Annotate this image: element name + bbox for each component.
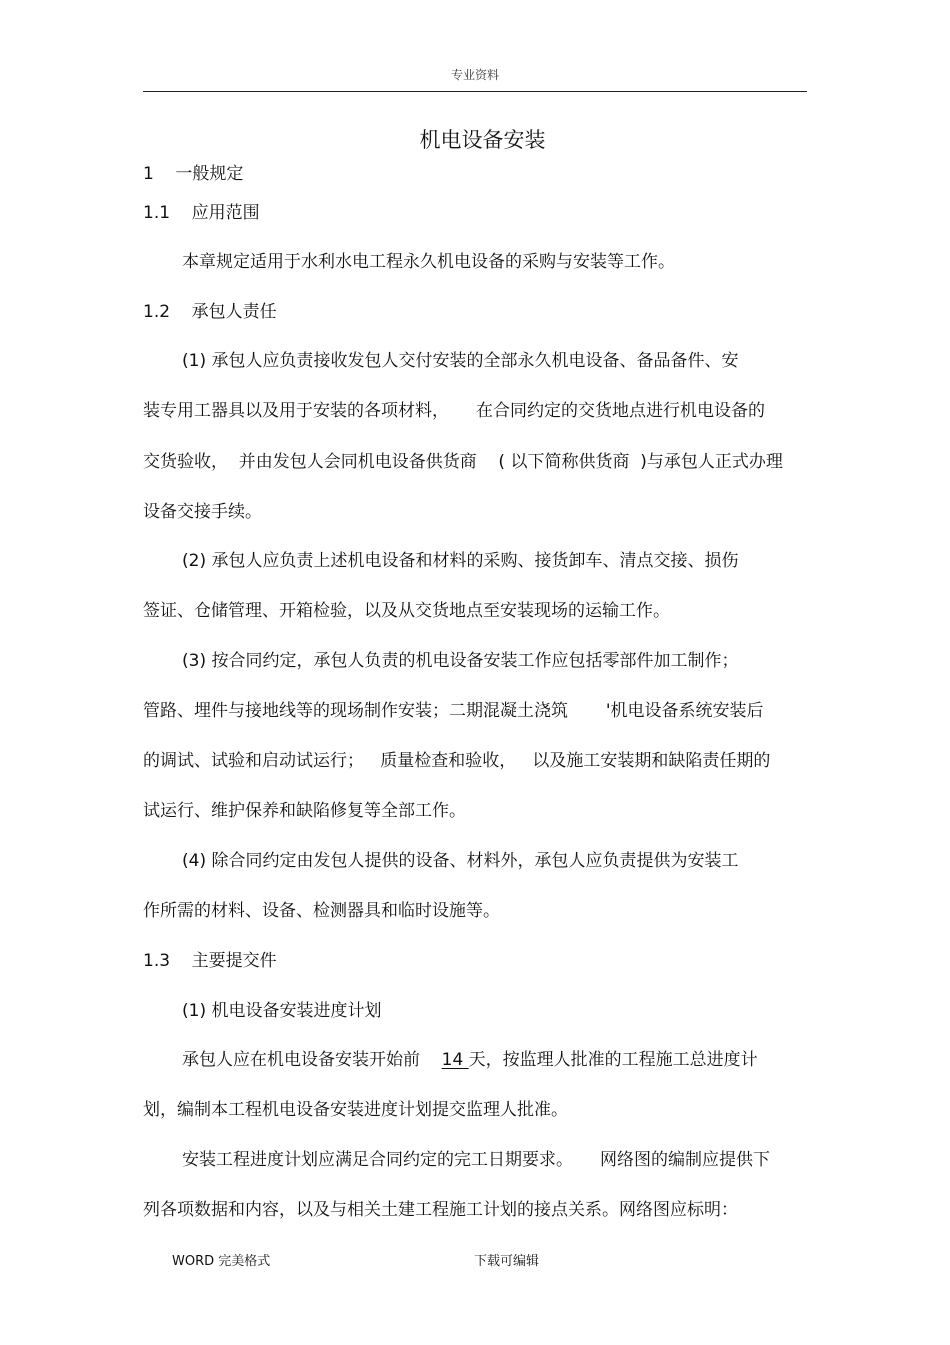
paragraph-line: 试运行、维护保养和缺陷修复等全部工作。 (143, 801, 466, 821)
text-fragment: 承包人应在机电设备安装开始前 (182, 1050, 442, 1070)
underlined-days: 14 (441, 1050, 469, 1070)
paragraph-line: 设备交接手续。 (143, 502, 262, 522)
section-heading-1-1: 1.1 应用范围 (143, 203, 260, 223)
paragraph-line: 列各项数据和内容，以及与相关土建工程施工计划的接点关系。网络图应标明： (143, 1200, 738, 1220)
paragraph-line: 的调试、试验和启动试运行； 质量检查和验收， 以及施工安装期和缺陷责任期的 (143, 751, 771, 771)
section-heading-1: 1 一般规定 (143, 164, 244, 184)
paragraph-line: 签证、仓储管理、开箱检验，以及从交货地点至安装现场的运输工作。 (143, 601, 670, 621)
page-header: 专业资料 (450, 68, 499, 82)
paragraph-line: (4) 除合同约定由发包人提供的设备、材料外，承包人应负责提供为安装工 (182, 851, 739, 871)
paragraph-line: 管路、埋件与接地线等的现场制作安装；二期混凝土浇筑 '机电设备系统安装后 (143, 701, 764, 721)
section-heading-1-2: 1.2 承包人责任 (143, 302, 277, 322)
paragraph-line: 装专用工器具以及用于安装的各项材料， 在合同约定的交货地点进行机电设备的 (143, 401, 766, 421)
paragraph-line: (1) 承包人应负责接收发包人交付安装的全部永久机电设备、备品备件、安 (182, 351, 739, 371)
paragraph-line: (2) 承包人应负责上述机电设备和材料的采购、接货卸车、清点交接、损伤 (182, 551, 739, 571)
document-title: 机电设备安装 (419, 128, 546, 152)
paragraph-line: 安装工程进度计划应满足合同约定的完工日期要求。 网络图的编制应提供下 (182, 1150, 771, 1170)
paragraph-line: (3) 按合同约定，承包人负责的机电设备安装工作应包括零部件加工制作； (182, 651, 739, 671)
paragraph-scope: 本章规定适用于水利水电工程永久机电设备的采购与安装等工作。 (182, 252, 675, 272)
footer-right: 下载可编辑 (474, 1254, 540, 1269)
paragraph-line: 划，编制本工程机电设备安装进度计划提交监理人批准。 (143, 1100, 568, 1120)
footer-left: WORD 完美格式 (172, 1254, 271, 1269)
text-fragment: 天，按监理人批准的工程施工总进度计 (468, 1050, 758, 1070)
section-heading-1-3: 1.3 主要提交件 (143, 951, 277, 971)
header-divider (143, 91, 807, 92)
paragraph-line: 交货验收， 并由发包人会同机电设备供货商 ( 以下简称供货商 )与承包人正式办理 (143, 452, 783, 472)
paragraph-line (182, 1048, 758, 1072)
paragraph-line: 作所需的材料、设备、检测器具和临时设施等。 (143, 901, 500, 921)
subheading: (1) 机电设备安装进度计划 (182, 1001, 382, 1021)
